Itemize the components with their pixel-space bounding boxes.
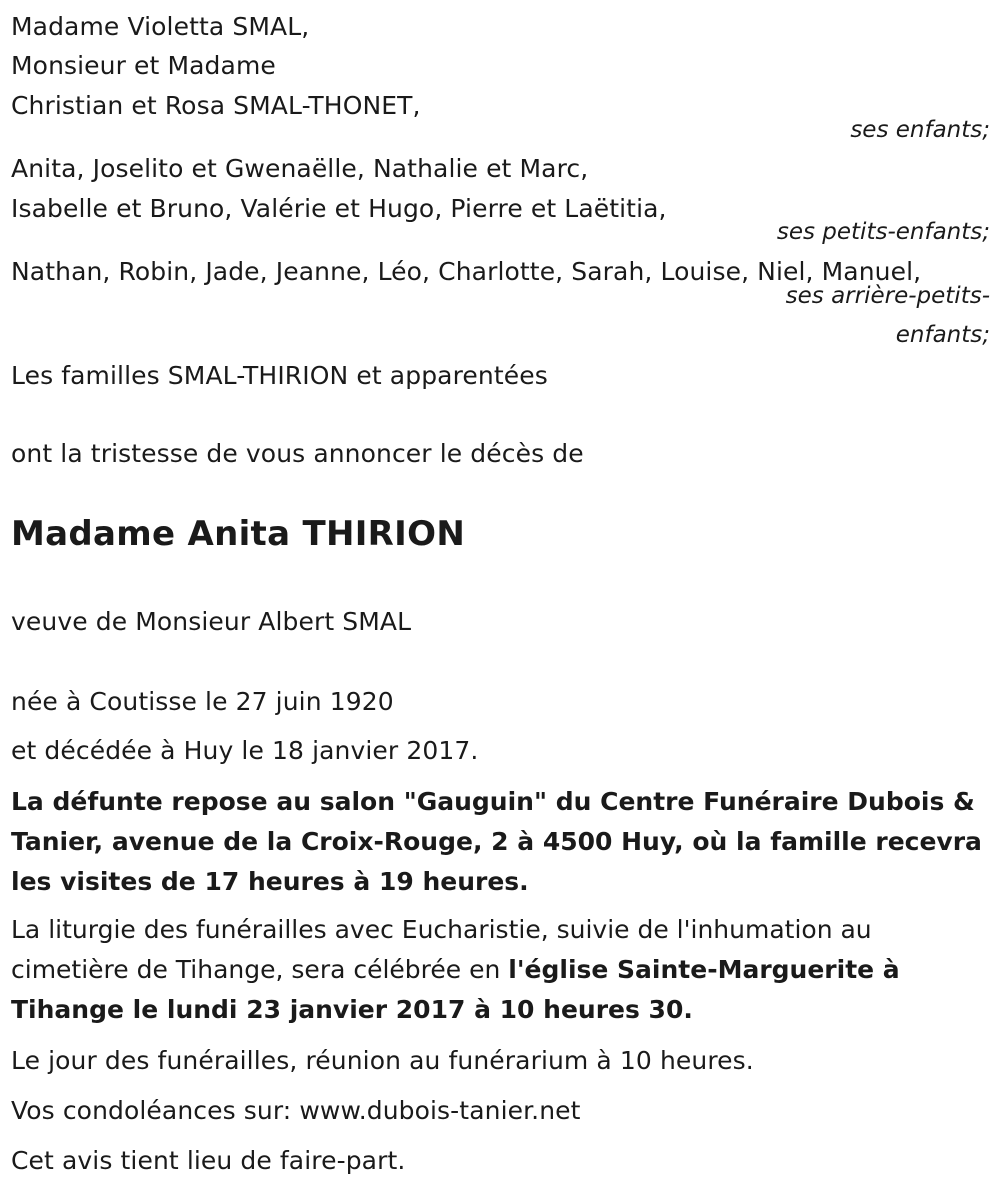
grandchildren-line-1: Anita, Joselito et Gwenaëlle, Nathalie et Marc, [11, 154, 589, 183]
family-line-christian-rosa: Christian et Rosa SMAL-THONET, [11, 91, 421, 120]
widow-of-line: veuve de Monsieur Albert SMAL [11, 607, 412, 636]
notice-line: Cet avis tient lieu de faire-part. [11, 1146, 406, 1175]
liturgy-church: l'église Sainte-Marguerite à [508, 955, 900, 984]
great-grandchildren-line: Nathan, Robin, Jade, Jeanne, Léo, Charlotte, Sarah, Louise, Niel, Manuel, [11, 257, 922, 286]
grandchildren-line-2: Isabelle et Bruno, Valérie et Hugo, Pierre et Laëtitia, [11, 194, 667, 223]
death-line: et décédée à Huy le 18 janvier 2017. [11, 736, 479, 765]
visitation-paragraph [11, 782, 986, 902]
liturgy-line-2-text: cimetière de Tihange, sera célébrée en [11, 955, 509, 984]
liturgy-date-time: Tihange le lundi 23 janvier 2017 à 10 heures 30. [11, 995, 693, 1024]
role-great-grandchildren-2: enfants; [895, 322, 990, 348]
visitation-line-2: Tanier, avenue de la Croix-Rouge, 2 à 4500 Huy, où la famille recevra [11, 827, 982, 856]
family-line-monsieur-madame: Monsieur et Madame [11, 51, 276, 80]
meeting-line: Le jour des funérailles, réunion au funérarium à 10 heures. [11, 1046, 754, 1075]
role-children: ses enfants; [850, 117, 990, 143]
deceased-name: Madame Anita THIRION [11, 514, 466, 554]
visitation-line-3: les visites de 17 heures à 19 heures. [11, 867, 529, 896]
condolences-line: Vos condoléances sur: www.dubois-tanier.net [11, 1096, 581, 1125]
family-line-violetta: Madame Violetta SMAL, [11, 12, 310, 41]
visitation-line-1: La défunte repose au salon "Gauguin" du Centre Funéraire Dubois & [11, 787, 975, 816]
birth-line: née à Coutisse le 27 juin 1920 [11, 687, 394, 716]
liturgy-line-1: La liturgie des funérailles avec Eucharistie, suivie de l'inhumation au [11, 915, 872, 944]
role-grandchildren: ses petits-enfants; [776, 219, 990, 245]
liturgy-line-2 [11, 950, 986, 990]
liturgy-paragraph [11, 910, 986, 1030]
role-great-grandchildren-1: ses arrière-petits- [785, 283, 990, 309]
families-line: Les familles SMAL-THIRION et apparentées [11, 361, 548, 390]
announcement-line: ont la tristesse de vous annoncer le décès de [11, 439, 584, 468]
